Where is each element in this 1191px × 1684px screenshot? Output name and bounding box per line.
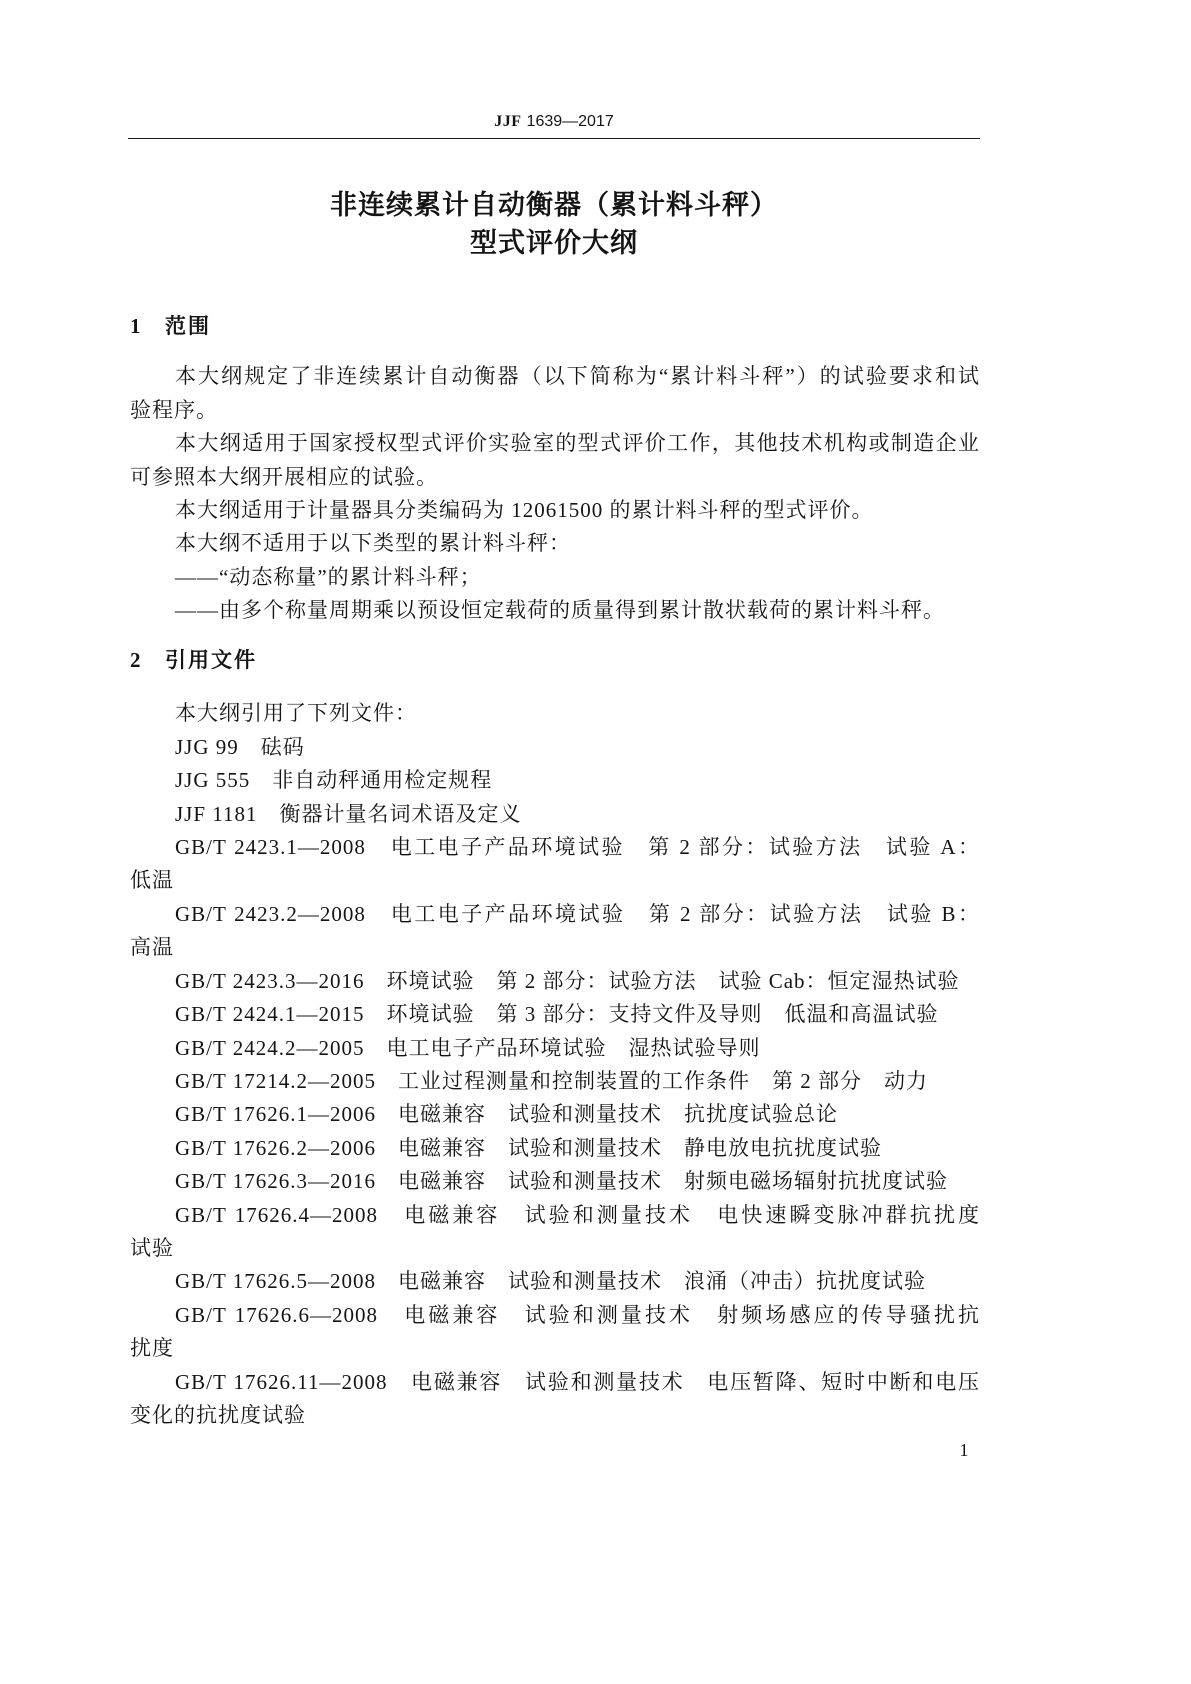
reference-item: GB/T 2423.3—2016 环境试验 第 2 部分：试验方法 试验 Cab：恒定湿热试验	[175, 968, 960, 993]
reference-item: GB/T 17626.11—2008 电磁兼容 试验和测量技术 电压暂降、短时中断和电压	[175, 1369, 980, 1394]
text-line: 本大纲适用于国家授权型式评价实验室的型式评价工作，其他技术机构或制造企业	[175, 431, 980, 456]
text-line: 本大纲不适用于以下类型的累计料斗秤：	[175, 531, 571, 556]
section-number: 1	[130, 314, 141, 338]
reference-item: GB/T 2424.1—2015 环境试验 第 3 部分：支持文件及导则 低温和高温试验	[175, 1002, 939, 1027]
text-line: 本大纲适用于计量器具分类编码为 12061500 的累计料斗秤的型式评价。	[175, 497, 874, 522]
section-title: 范围	[165, 315, 211, 338]
reference-item: GB/T 17626.2—2006 电磁兼容 试验和测量技术 静电放电抗扰度试验	[175, 1135, 882, 1160]
reference-item-continued: 扰度	[130, 1336, 174, 1361]
reference-item: JJG 99 砝码	[175, 734, 305, 759]
reference-item: GB/T 17626.1—2006 电磁兼容 试验和测量技术 抗扰度试验总论	[175, 1102, 838, 1127]
reference-item: GB/T 17214.2—2005 工业过程测量和控制装置的工作条件 第 2 部分 动力	[175, 1068, 928, 1093]
header-rule	[128, 138, 980, 139]
reference-item: GB/T 2423.1—2008 电工电子产品环境试验 第 2 部分：试验方法 试验 A：	[175, 834, 980, 859]
text-line: 本大纲规定了非连续累计自动衡器（以下简称为“累计料斗秤”）的试验要求和试	[175, 364, 980, 389]
document-title	[128, 186, 980, 262]
reference-item: JJG 555 非自动秤通用检定规程	[175, 768, 493, 793]
section-title: 引用文件	[165, 649, 257, 672]
header-standard-number: 1639—2017	[526, 113, 614, 130]
running-header	[128, 110, 980, 134]
reference-item: GB/T 17626.3—2016 电磁兼容 试验和测量技术 射频电磁场辐射抗扰度试验	[175, 1169, 948, 1194]
title-line-1: 非连续累计自动衡器（累计料斗秤）	[330, 190, 778, 220]
reference-item-continued: 试验	[130, 1236, 174, 1261]
section-body-references	[130, 697, 980, 1432]
list-item: ——由多个称量周期乘以预设恒定载荷的质量得到累计散状载荷的累计料斗秤。	[175, 598, 945, 623]
reference-item-continued: 低温	[130, 868, 174, 893]
section-body-scope	[130, 360, 980, 627]
reference-item: GB/T 17626.5—2008 电磁兼容 试验和测量技术 浪涌（冲击）抗扰度试验	[175, 1269, 926, 1294]
list-item: ——“动态称量”的累计料斗秤；	[175, 564, 482, 589]
section-number: 2	[130, 648, 141, 672]
page-number: 1	[959, 1440, 969, 1460]
reference-item: GB/T 17626.4—2008 电磁兼容 试验和测量技术 电快速瞬变脉冲群抗扰度	[175, 1202, 980, 1227]
reference-item: GB/T 2423.2—2008 电工电子产品环境试验 第 2 部分：试验方法 试验 B：	[175, 901, 980, 926]
reference-item: GB/T 2424.2—2005 电工电子产品环境试验 湿热试验导则	[175, 1035, 761, 1060]
text-line: 可参照本大纲开展相应的试验。	[130, 464, 438, 489]
text-line: 本大纲引用了下列文件：	[175, 701, 417, 726]
reference-item: JJF 1181 衡器计量名词术语及定义	[175, 801, 522, 826]
reference-item-continued: 变化的抗扰度试验	[130, 1403, 306, 1428]
reference-item-continued: 高温	[130, 935, 174, 960]
header-standard-prefix: JJF	[494, 113, 522, 130]
title-line-2: 型式评价大纲	[470, 228, 638, 258]
reference-item: GB/T 17626.6—2008 电磁兼容 试验和测量技术 射频场感应的传导骚扰抗	[175, 1302, 980, 1327]
text-line: 验程序。	[130, 397, 218, 422]
section-heading-scope	[130, 309, 980, 343]
section-heading-references	[130, 643, 980, 677]
